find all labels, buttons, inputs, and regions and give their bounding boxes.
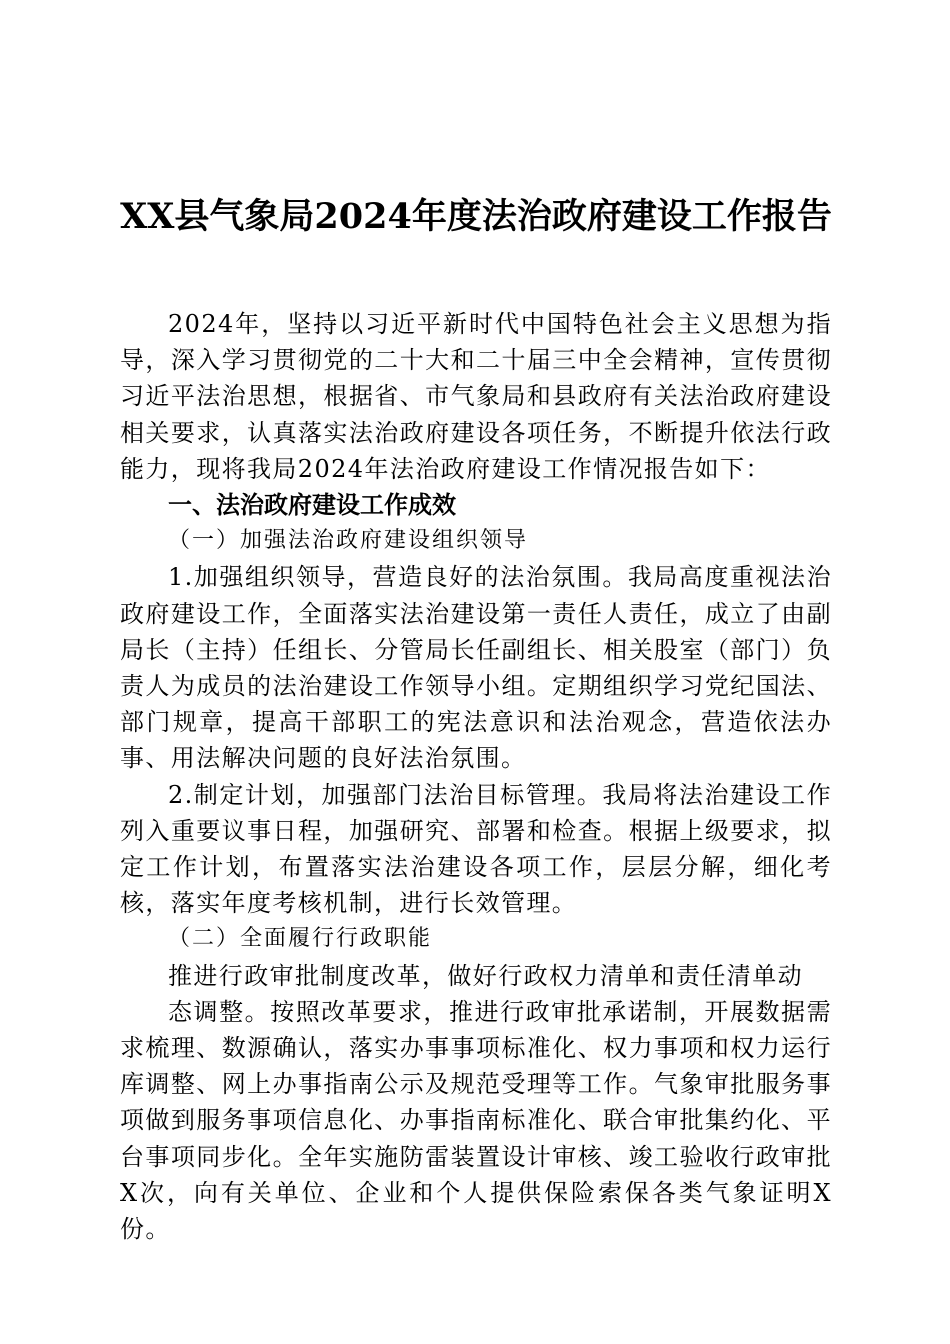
intro-paragraph: 2024年，坚持以习近平新时代中国特色社会主义思想为指导，深入学习贯彻党的二十大和二十届三中全会精神，宣传贯彻习近平法治思想，根据省、市气象局和县政府有关法治政府建设相关要求，认真落实法治政府建设各项任务，不断提升依法行政能力，现将我局2024年法治政府建设工作情况报告如下： [120, 310, 832, 483]
subsection-heading-administrative-functions: （二）全面履行行政职能 [168, 926, 433, 952]
document-title: XX县气象局2024年度法治政府建设工作报告 [120, 196, 832, 237]
item-plan-management: 2.制定计划，加强部门法治目标管理。我局将法治建设工作列入重要议事日程，加强研究、部署和检查。根据上级要求，拟定工作计划，布置落实法治建设各项工作，层层分解，细化考核，落实年度考核机制，进行长效管理。 [120, 780, 832, 918]
document-page [120, 190, 832, 1247]
reform-paragraph-first-line: 推进行政审批制度改革，做好行政权力清单和责任清单动 [168, 961, 803, 990]
reform-paragraph-body: 态调整。按照改革要求，推进行政审批承诺制，开展数据需求梳理、数源确认，落实办事事项标准化、权力事项和权力运行库调整、网上办事指南公示及规范受理等工作。气象审批服务事项做到服务事项信息化、办事指南标准化、联合审批集约化、平台事项同步化。全年实施防雷装置设计审核、竣工验收行政审批X次，向有关单位、企业和个人提供保险索保各类气象证明X份。 [120, 997, 832, 1244]
section-heading-achievements: 一、法治政府建设工作成效 [168, 491, 456, 520]
subsection-heading-organization: （一）加强法治政府建设组织领导 [168, 528, 529, 554]
item-organization-leadership: 1.加强组织领导，营造良好的法治氛围。我局高度重视法治政府建设工作，全面落实法治建设第一责任人责任，成立了由副局长（主持）任组长、分管局长任副组长、相关股室（部门）负责人为成员的法治建设工作领导小组。定期组织学习党纪国法、部门规章，提高干部职工的宪法意识和法治观念，营造依法办事、用法解决问题的良好法治氛围。 [120, 563, 832, 773]
